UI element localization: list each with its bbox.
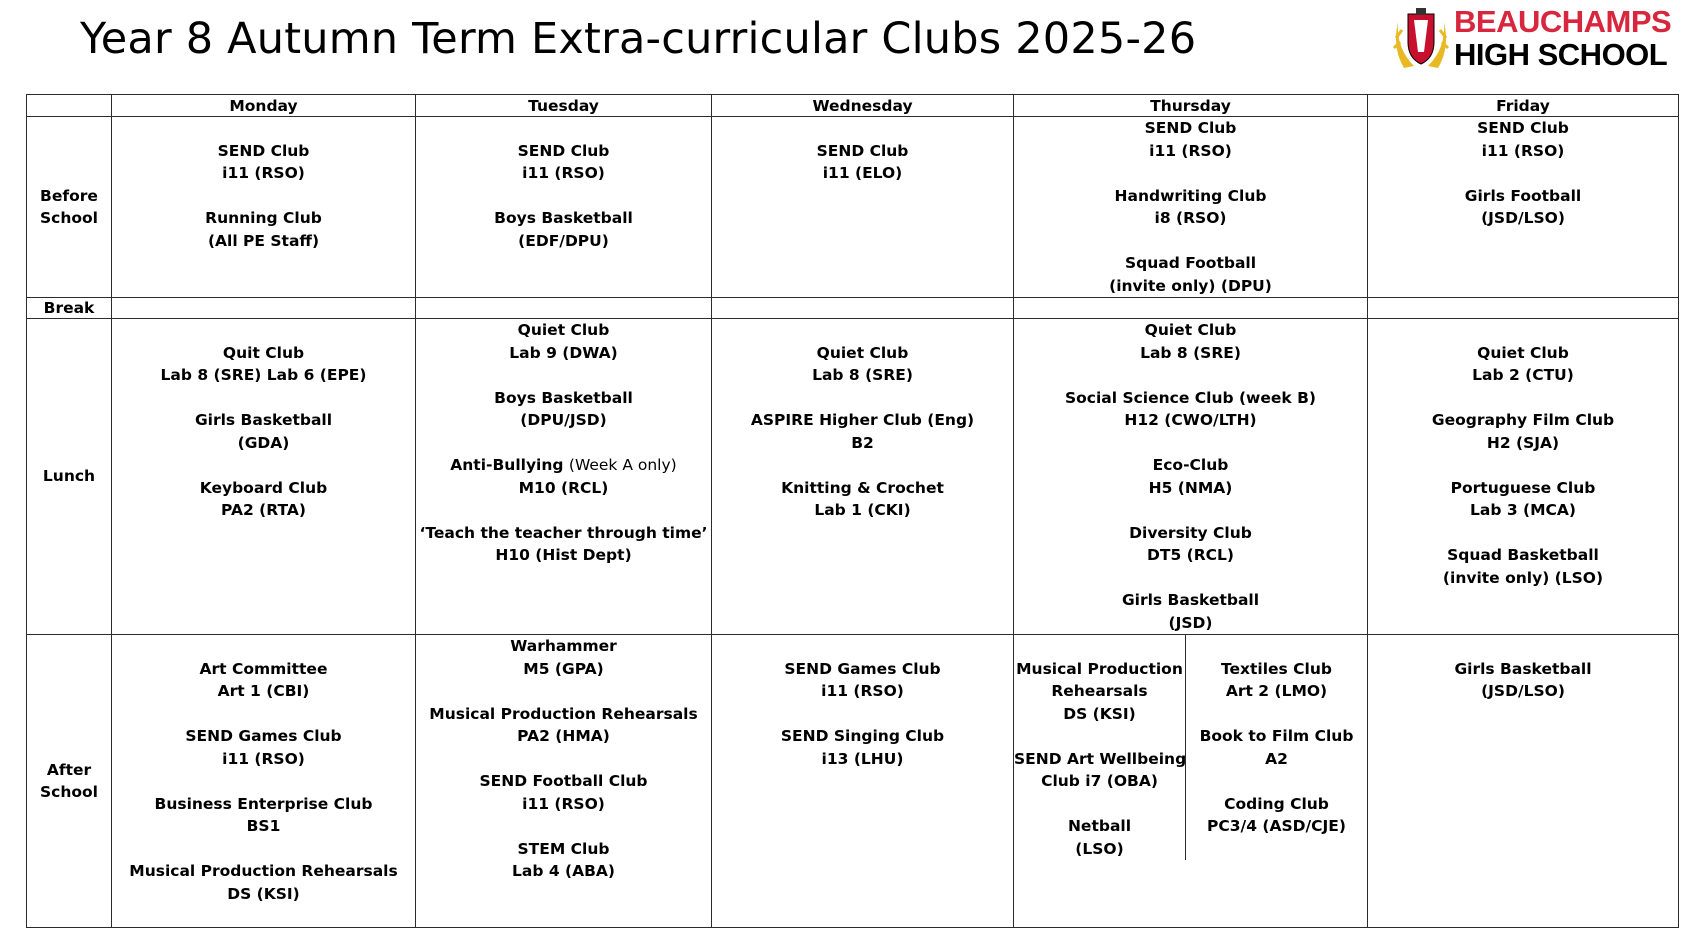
club-line: Quiet Club bbox=[517, 321, 610, 339]
club-line: Musical Production Rehearsals bbox=[129, 862, 398, 880]
club-line: DS (KSI) bbox=[1063, 704, 1136, 723]
club-line: (invite only) (DPU) bbox=[1109, 276, 1272, 295]
club-line bbox=[112, 117, 415, 140]
club-line bbox=[112, 454, 415, 477]
club-line: PC3/4 (ASD/CJE) bbox=[1207, 817, 1346, 835]
logo-text-line-2: HIGH SCHOOL bbox=[1454, 37, 1668, 72]
club-line bbox=[112, 387, 415, 410]
club-line: i11 (RSO) bbox=[222, 749, 305, 768]
club-line: SEND Club bbox=[1477, 119, 1569, 137]
club-line: Lab 4 (ABA) bbox=[512, 862, 615, 880]
club-line: (JSD/LSO) bbox=[1481, 682, 1565, 700]
club-line: Warhammer bbox=[510, 637, 617, 655]
club-line: i11 (RSO) bbox=[522, 794, 605, 813]
page-title: Year 8 Autumn Term Extra-curricular Clubs 2025-26 bbox=[80, 14, 1197, 64]
club-line bbox=[1014, 499, 1367, 522]
club-line: PA2 (HMA) bbox=[517, 727, 610, 745]
club-line bbox=[1368, 454, 1678, 477]
club-line: (GDA) bbox=[237, 433, 290, 452]
club-line: i13 (LHU) bbox=[821, 749, 904, 768]
club-line: SEND Singing Club bbox=[780, 727, 945, 745]
club-line bbox=[416, 185, 711, 208]
row-label-line: Before bbox=[40, 186, 98, 205]
club-line: Lab 3 (MCA) bbox=[1470, 501, 1576, 519]
clubs-subcell-left bbox=[1014, 635, 1186, 860]
club-line: (JSD/LSO) bbox=[1481, 209, 1565, 227]
club-line: i11 (RSO) bbox=[522, 164, 605, 182]
club-line: Coding Club bbox=[1224, 794, 1329, 813]
clubs-cell bbox=[416, 117, 712, 298]
club-line: DS (KSI) bbox=[227, 884, 300, 903]
club-line bbox=[416, 117, 711, 140]
club-line: Squad Football bbox=[1124, 254, 1257, 272]
clubs-cell bbox=[712, 319, 1014, 635]
club-line: Business Enterprise Club bbox=[154, 794, 373, 813]
club-line bbox=[416, 815, 711, 838]
club-line bbox=[112, 703, 415, 726]
club-line bbox=[712, 635, 1013, 658]
clubs-cell bbox=[112, 635, 416, 928]
club-line: i11 (RSO) bbox=[1149, 141, 1232, 160]
club-line: B2 bbox=[851, 433, 874, 452]
day-header: Wednesday bbox=[712, 95, 1014, 117]
row-label-line: School bbox=[40, 209, 98, 227]
club-line: Social Science Club (week B) bbox=[1064, 388, 1317, 407]
club-line: Musical Production bbox=[1016, 659, 1183, 678]
club-line: Girls Football bbox=[1464, 186, 1582, 205]
club-line bbox=[1014, 725, 1185, 748]
club-line bbox=[416, 680, 711, 703]
club-line: (invite only) (LSO) bbox=[1442, 568, 1604, 587]
club-line: Textiles Club bbox=[1220, 659, 1332, 678]
club-line: Art 1 (CBI) bbox=[217, 682, 310, 700]
club-line bbox=[1368, 387, 1678, 410]
club-line: SEND Club bbox=[517, 141, 610, 160]
club-line bbox=[1186, 770, 1367, 793]
club-line bbox=[1014, 230, 1367, 253]
club-line bbox=[112, 770, 415, 793]
club-line: Rehearsals bbox=[1051, 682, 1148, 700]
clubs-cell bbox=[1368, 635, 1679, 928]
club-line: SEND Club bbox=[816, 141, 909, 160]
empty-cell bbox=[416, 298, 712, 319]
club-line bbox=[712, 703, 1013, 726]
club-line bbox=[1368, 522, 1678, 545]
club-line: Quiet Club bbox=[1477, 343, 1569, 362]
empty-cell bbox=[1014, 298, 1368, 319]
club-line bbox=[712, 454, 1013, 477]
club-line bbox=[416, 499, 711, 522]
club-line: (DPU/JSD) bbox=[520, 411, 607, 429]
day-header: Monday bbox=[112, 95, 416, 117]
club-line bbox=[112, 185, 415, 208]
club-line: ASPIRE Higher Club (Eng) bbox=[750, 411, 975, 429]
club-line: SEND Games Club bbox=[185, 727, 342, 745]
row-label-break: Break bbox=[27, 298, 112, 319]
club-line: ‘Teach the teacher through time’ bbox=[419, 523, 708, 542]
club-line: (LSO) bbox=[1075, 839, 1124, 858]
clubs-cell bbox=[712, 635, 1014, 928]
club-line: H12 (CWO/LTH) bbox=[1124, 411, 1257, 429]
clubs-cell bbox=[1368, 117, 1679, 298]
club-line bbox=[1014, 162, 1367, 185]
logo-text-line-1: BEAUCHAMPS bbox=[1454, 4, 1672, 39]
club-line: Girls Basketball bbox=[1454, 659, 1592, 678]
header-row bbox=[27, 95, 1679, 117]
club-line: SEND Football Club bbox=[479, 772, 648, 790]
club-line: M5 (GPA) bbox=[523, 659, 604, 678]
club-line: i11 (ELO) bbox=[822, 164, 903, 182]
club-line: SEND Club bbox=[1144, 119, 1237, 137]
club-line: Lab 8 (SRE) Lab 6 (EPE) bbox=[160, 366, 367, 384]
club-line: Lab 8 (SRE) bbox=[1140, 343, 1241, 362]
club-line: Lab 2 (CTU) bbox=[1472, 366, 1574, 384]
club-line bbox=[416, 748, 711, 771]
club-line bbox=[712, 387, 1013, 410]
club-line: BS1 bbox=[246, 817, 281, 835]
club-line: Lab 1 (CKI) bbox=[814, 501, 911, 519]
club-line: A2 bbox=[1265, 749, 1288, 768]
row-label-lunch: Lunch bbox=[27, 319, 112, 635]
row-label-after-school bbox=[27, 635, 112, 928]
club-line: Portuguese Club bbox=[1450, 478, 1596, 497]
club-line bbox=[1368, 635, 1678, 658]
club-line bbox=[1014, 567, 1367, 590]
empty-cell bbox=[712, 298, 1014, 319]
clubs-cell bbox=[1014, 319, 1368, 635]
clubs-timetable bbox=[26, 94, 1679, 928]
row-label-line: After bbox=[46, 760, 92, 779]
empty-cell bbox=[112, 298, 416, 319]
club-line: SEND Art Wellbeing bbox=[1014, 749, 1187, 768]
club-line: Lab 9 (DWA) bbox=[509, 343, 618, 362]
club-line: Quiet Club bbox=[816, 343, 909, 362]
club-line: Quiet Club bbox=[1144, 321, 1237, 339]
lunch-row bbox=[27, 319, 1679, 635]
club-line bbox=[1014, 364, 1367, 387]
split-cell bbox=[1014, 635, 1367, 860]
club-line bbox=[416, 364, 711, 387]
club-line bbox=[1014, 635, 1185, 658]
club-line: (JSD) bbox=[1168, 613, 1213, 632]
after-school-row bbox=[27, 635, 1679, 928]
club-line: Boys Basketball bbox=[494, 209, 633, 227]
day-header: Thursday bbox=[1014, 95, 1368, 117]
club-line: STEM Club bbox=[517, 839, 610, 858]
club-line bbox=[1368, 162, 1678, 185]
club-line bbox=[1014, 432, 1367, 455]
club-line: Knitting & Crochet bbox=[781, 478, 944, 497]
club-line: i11 (RSO) bbox=[1481, 141, 1565, 160]
clubs-cell bbox=[112, 117, 416, 298]
club-line: H10 (Hist Dept) bbox=[495, 546, 632, 564]
club-line: i11 (RSO) bbox=[821, 682, 904, 700]
club-line bbox=[112, 319, 415, 342]
row-label-line: School bbox=[40, 783, 98, 801]
club-line bbox=[416, 432, 711, 455]
school-logo bbox=[1392, 6, 1700, 74]
club-line: Handwriting Club bbox=[1114, 186, 1267, 205]
clubs-cell-split bbox=[1014, 635, 1368, 928]
clubs-cell bbox=[416, 319, 712, 635]
clubs-cell bbox=[112, 319, 416, 635]
club-line: Anti-Bullying (Week A only) bbox=[450, 456, 677, 474]
club-line: Musical Production Rehearsals bbox=[429, 704, 698, 723]
club-line: Quit Club bbox=[222, 343, 305, 362]
break-row bbox=[27, 298, 1679, 319]
club-line: (EDF/DPU) bbox=[518, 231, 609, 250]
club-line: (All PE Staff) bbox=[207, 231, 320, 250]
club-line bbox=[1368, 319, 1678, 342]
club-line: Girls Basketball bbox=[194, 411, 333, 429]
clubs-cell bbox=[1368, 319, 1679, 635]
club-line: Diversity Club bbox=[1129, 523, 1252, 542]
clubs-subcell-right bbox=[1186, 635, 1367, 860]
club-line: DT5 (RCL) bbox=[1147, 546, 1234, 564]
clubs-cell bbox=[712, 117, 1014, 298]
club-line bbox=[112, 838, 415, 861]
club-line: PA2 (RTA) bbox=[221, 501, 306, 519]
club-line: Keyboard Club bbox=[199, 478, 328, 497]
club-line: Boys Basketball bbox=[494, 388, 633, 407]
club-line: Book to Film Club bbox=[1199, 727, 1354, 745]
club-line: Geography Film Club bbox=[1431, 411, 1615, 429]
club-line: i11 (RSO) bbox=[222, 164, 305, 182]
club-line: SEND Games Club bbox=[784, 659, 941, 678]
before-school-row bbox=[27, 117, 1679, 298]
club-line: SEND Club bbox=[217, 141, 310, 160]
club-line bbox=[1186, 703, 1367, 726]
club-line bbox=[1014, 793, 1185, 816]
school-crest-icon bbox=[1392, 8, 1450, 72]
club-line: Eco-Club bbox=[1152, 456, 1229, 474]
day-header: Tuesday bbox=[416, 95, 712, 117]
corner-cell bbox=[27, 95, 112, 117]
club-line: i8 (RSO) bbox=[1154, 209, 1227, 227]
club-line: H5 (NMA) bbox=[1148, 478, 1233, 497]
club-line: Art 2 (LMO) bbox=[1225, 682, 1328, 700]
club-line: Girls Basketball bbox=[1121, 591, 1260, 609]
club-line bbox=[712, 117, 1013, 140]
club-line: M10 (RCL) bbox=[518, 478, 609, 497]
clubs-cell bbox=[1014, 117, 1368, 298]
club-line bbox=[112, 635, 415, 658]
clubs-cell bbox=[416, 635, 712, 928]
club-line: Running Club bbox=[205, 209, 322, 227]
club-line: H2 (SJA) bbox=[1486, 433, 1560, 452]
club-line: Netball bbox=[1067, 817, 1132, 835]
empty-cell bbox=[1368, 298, 1679, 319]
club-line bbox=[712, 319, 1013, 342]
club-line: Art Committee bbox=[199, 659, 328, 678]
club-line bbox=[1186, 635, 1367, 658]
club-line: Lab 8 (SRE) bbox=[812, 366, 913, 384]
row-label-before-school bbox=[27, 117, 112, 298]
club-line: Squad Basketball bbox=[1447, 546, 1599, 564]
day-header: Friday bbox=[1368, 95, 1679, 117]
club-line: Club i7 (OBA) bbox=[1041, 772, 1158, 790]
